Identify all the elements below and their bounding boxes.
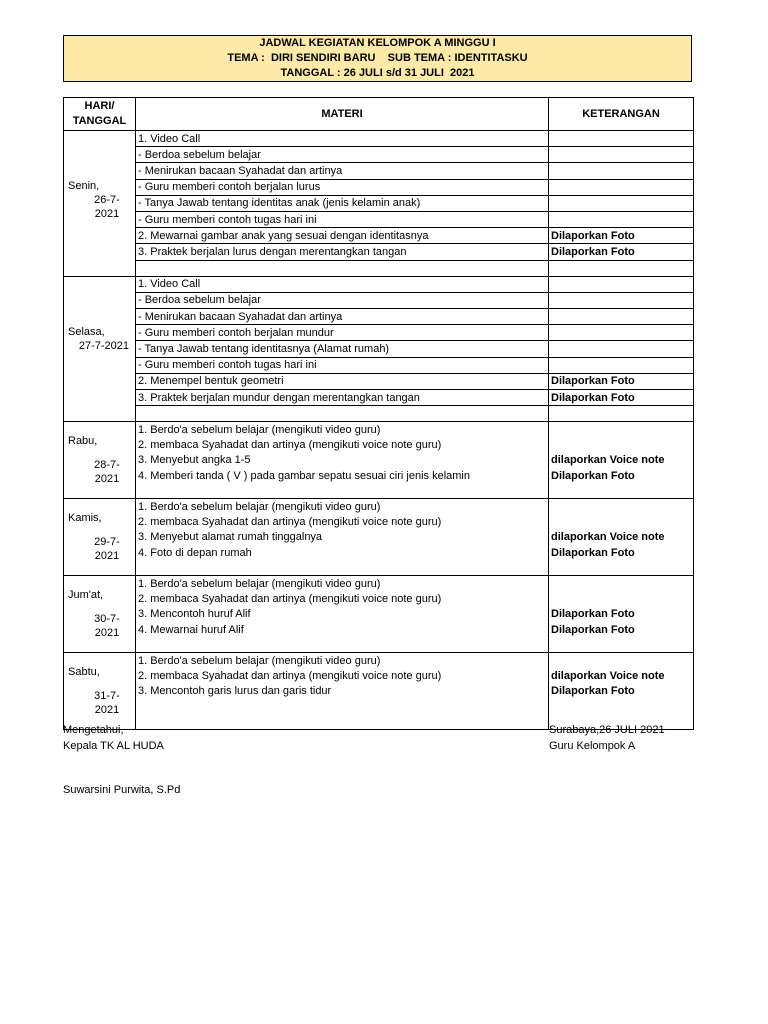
table-row xyxy=(64,607,694,622)
keterangan-cell: Dilaporkan Foto xyxy=(549,390,694,406)
header-materi: MATERI xyxy=(136,98,549,131)
principal-name: Suwarsini Purwita, S.Pd xyxy=(63,784,181,796)
materi-cell: - Menirukan bacaan Syahadat dan artinya xyxy=(136,309,549,325)
materi-cell: 1. Video Call xyxy=(136,276,549,292)
keterangan-cell xyxy=(549,483,694,499)
keterangan-cell xyxy=(549,438,694,453)
keterangan-cell xyxy=(549,637,694,653)
keterangan-cell xyxy=(549,292,694,308)
table-row xyxy=(64,390,694,406)
place-date: Surabaya,26 JULI 2021 xyxy=(549,724,665,736)
materi-cell xyxy=(136,560,549,576)
day-date: 29-7-2021 xyxy=(94,536,120,563)
materi-cell: - Guru memberi contoh tugas hari ini xyxy=(136,211,549,227)
materi-cell: 2. Menempel bentuk geometri xyxy=(136,373,549,389)
table-row xyxy=(64,244,694,260)
table-row xyxy=(64,357,694,373)
theme-line: TEMA : DIRI SENDIRI BARU SUB TEMA : IDENTITASKU xyxy=(227,52,528,64)
keterangan-cell xyxy=(549,357,694,373)
table-row xyxy=(64,468,694,483)
day-cell xyxy=(64,422,136,499)
acknowledged-label: Mengetahui, xyxy=(63,724,124,736)
materi-cell: 3. Praktek berjalan mundur dengan merentangkan tangan xyxy=(136,390,549,406)
materi-cell xyxy=(136,699,549,714)
day-name: Senin, xyxy=(68,179,100,192)
table-row xyxy=(64,545,694,560)
materi-cell: - Guru memberi contoh berjalan lurus xyxy=(136,179,549,195)
table-row xyxy=(64,622,694,637)
materi-cell: - Berdoa sebelum belajar xyxy=(136,147,549,163)
table-row xyxy=(64,530,694,545)
day-date: 31-7-2021 xyxy=(94,690,120,717)
keterangan-cell xyxy=(549,406,694,422)
table-row xyxy=(64,438,694,453)
day-cell xyxy=(64,576,136,653)
table-row xyxy=(64,276,694,292)
keterangan-cell xyxy=(549,195,694,211)
table-row xyxy=(64,499,694,515)
day-name: Sabtu, xyxy=(68,666,100,679)
table-row xyxy=(64,669,694,684)
table-row xyxy=(64,483,694,499)
keterangan-cell xyxy=(549,211,694,227)
table-row xyxy=(64,637,694,653)
keterangan-cell xyxy=(549,653,694,669)
day-name: Selasa, xyxy=(68,325,105,338)
table-row xyxy=(64,309,694,325)
teacher-title: Guru Kelompok A xyxy=(549,740,636,752)
materi-cell: 1. Berdo'a sebelum belajar (mengikuti video guru) xyxy=(136,499,549,515)
footer-left xyxy=(63,722,164,754)
materi-cell: 2. membaca Syahadat dan artinya (mengikuti voice note guru) xyxy=(136,669,549,684)
table-row xyxy=(64,576,694,592)
table-row xyxy=(64,228,694,244)
day-date: 26-7-2021 xyxy=(94,193,120,220)
materi-cell: 1. Berdo'a sebelum belajar (mengikuti video guru) xyxy=(136,653,549,669)
keterangan-cell xyxy=(549,499,694,515)
table-row xyxy=(64,560,694,576)
table-row xyxy=(64,515,694,530)
footer-right xyxy=(549,722,665,754)
materi-cell: 2. membaca Syahadat dan artinya (mengikuti voice note guru) xyxy=(136,438,549,453)
keterangan-cell xyxy=(549,179,694,195)
materi-cell xyxy=(136,714,549,730)
keterangan-cell xyxy=(549,276,694,292)
table-row xyxy=(64,195,694,211)
keterangan-cell xyxy=(549,592,694,607)
day-cell xyxy=(64,276,136,422)
keterangan-cell xyxy=(549,131,694,147)
table-row xyxy=(64,653,694,669)
table-row xyxy=(64,592,694,607)
principal-title: Kepala TK AL HUDA xyxy=(63,740,164,752)
materi-cell: 2. membaca Syahadat dan artinya (mengikuti voice note guru) xyxy=(136,515,549,530)
table-header-row xyxy=(64,98,694,131)
materi-cell: 4. Foto di depan rumah xyxy=(136,545,549,560)
keterangan-cell xyxy=(549,422,694,438)
table-row xyxy=(64,699,694,714)
materi-cell xyxy=(136,260,549,276)
keterangan-cell: Dilaporkan Foto xyxy=(549,468,694,483)
table-row xyxy=(64,453,694,468)
materi-cell: - Tanya Jawab tentang identitas anak (jenis kelamin anak) xyxy=(136,195,549,211)
table-row xyxy=(64,422,694,438)
materi-cell: - Guru memberi contoh tugas hari ini xyxy=(136,357,549,373)
title-line: JADWAL KEGIATAN KELOMPOK A MINGGU I xyxy=(259,37,496,49)
table-row xyxy=(64,341,694,357)
materi-cell: - Berdoa sebelum belajar xyxy=(136,292,549,308)
keterangan-cell xyxy=(549,325,694,341)
table-row xyxy=(64,179,694,195)
materi-cell: 3. Menyebut angka 1-5 xyxy=(136,453,549,468)
header-keterangan: KETERANGAN xyxy=(549,98,694,131)
day-name: Kamis, xyxy=(68,512,102,525)
keterangan-cell xyxy=(549,576,694,592)
materi-cell: 3. Mencontoh garis lurus dan garis tidur xyxy=(136,684,549,699)
keterangan-cell: Dilaporkan Foto xyxy=(549,373,694,389)
keterangan-cell: dilaporkan Voice note xyxy=(549,669,694,684)
materi-cell: - Menirukan bacaan Syahadat dan artinya xyxy=(136,163,549,179)
table-row xyxy=(64,163,694,179)
keterangan-cell: dilaporkan Voice note xyxy=(549,453,694,468)
materi-cell: 1. Berdo'a sebelum belajar (mengikuti video guru) xyxy=(136,576,549,592)
day-cell xyxy=(64,499,136,576)
keterangan-cell xyxy=(549,147,694,163)
day-cell xyxy=(64,131,136,277)
materi-cell: 1. Berdo'a sebelum belajar (mengikuti video guru) xyxy=(136,422,549,438)
day-name: Jum'at, xyxy=(68,589,104,602)
keterangan-cell: Dilaporkan Foto xyxy=(549,244,694,260)
materi-cell: 4. Mewarnai huruf Alif xyxy=(136,622,549,637)
keterangan-cell: Dilaporkan Foto xyxy=(549,684,694,699)
table-row xyxy=(64,406,694,422)
table-row xyxy=(64,211,694,227)
materi-cell: 2. Mewarnai gambar anak yang sesuai dengan identitasnya xyxy=(136,228,549,244)
header-day: HARI/ TANGGAL xyxy=(64,98,136,131)
day-date: 27-7-2021 xyxy=(78,339,129,352)
table-row xyxy=(64,260,694,276)
keterangan-cell: Dilaporkan Foto xyxy=(549,228,694,244)
schedule-table xyxy=(63,97,694,730)
table-row xyxy=(64,292,694,308)
day-date: 30-7-2021 xyxy=(94,613,120,640)
materi-cell xyxy=(136,406,549,422)
keterangan-cell: Dilaporkan Foto xyxy=(549,545,694,560)
table-row xyxy=(64,684,694,699)
keterangan-cell xyxy=(549,260,694,276)
materi-cell: - Tanya Jawab tentang identitasnya (Alamat rumah) xyxy=(136,341,549,357)
keterangan-cell xyxy=(549,309,694,325)
materi-cell xyxy=(136,637,549,653)
materi-cell: 3. Menyebut alamat rumah tinggalnya xyxy=(136,530,549,545)
keterangan-cell: Dilaporkan Foto xyxy=(549,622,694,637)
day-date: 28-7-2021 xyxy=(94,459,120,486)
document-title-box xyxy=(63,35,692,82)
materi-cell: 3. Praktek berjalan lurus dengan merentangkan tangan xyxy=(136,244,549,260)
day-cell xyxy=(64,653,136,730)
keterangan-cell xyxy=(549,699,694,714)
materi-cell: 3. Mencontoh huruf Alif xyxy=(136,607,549,622)
table-row xyxy=(64,373,694,389)
table-row xyxy=(64,131,694,147)
keterangan-cell: Dilaporkan Foto xyxy=(549,607,694,622)
materi-cell: - Guru memberi contoh berjalan mundur xyxy=(136,325,549,341)
keterangan-cell xyxy=(549,163,694,179)
keterangan-cell xyxy=(549,560,694,576)
keterangan-cell xyxy=(549,515,694,530)
table-row xyxy=(64,325,694,341)
keterangan-cell: dilaporkan Voice note xyxy=(549,530,694,545)
date-range-line: TANGGAL : 26 JULI s/d 31 JULI 2021 xyxy=(280,67,475,79)
day-name: Rabu, xyxy=(68,435,98,448)
materi-cell: 1. Video Call xyxy=(136,131,549,147)
materi-cell: 2. membaca Syahadat dan artinya (mengikuti voice note guru) xyxy=(136,592,549,607)
table-row xyxy=(64,147,694,163)
materi-cell: 4. Memberi tanda ( V ) pada gambar sepatu sesuai ciri jenis kelamin xyxy=(136,468,549,483)
materi-cell xyxy=(136,483,549,499)
keterangan-cell xyxy=(549,341,694,357)
